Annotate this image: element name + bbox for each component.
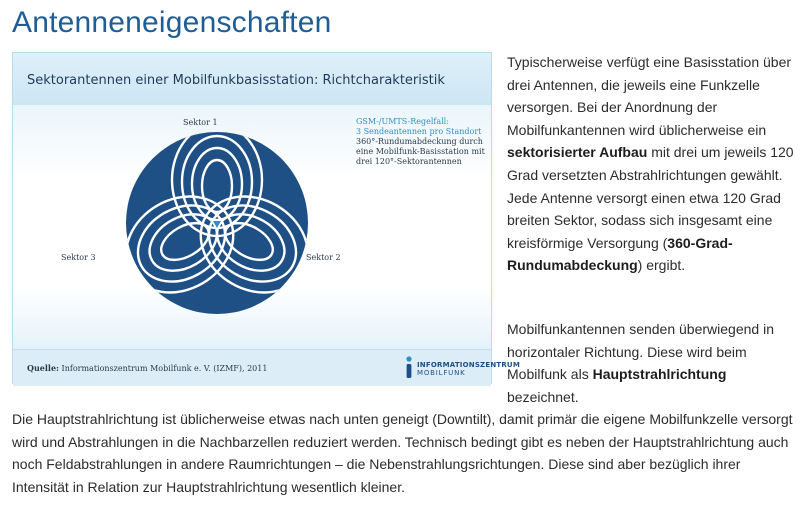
p1-text-e: ) ergibt. bbox=[637, 257, 686, 274]
p2-text-c: bezeichnet. bbox=[507, 388, 579, 405]
note-heading-1: GSM-/UMTS-Regelfall: bbox=[356, 117, 449, 126]
source-label: Quelle: bbox=[27, 363, 59, 373]
source-text: Informationszentrum Mobilfunk e. V. (IZMF), 2011 bbox=[61, 364, 268, 373]
logo-text-top: INFORMATIONSZENTRUM bbox=[417, 361, 520, 369]
page-title: Antenneneigenschaften bbox=[12, 6, 332, 39]
p1-text-c: mit drei um jeweils 120 Grad versetzten Abstrahlrichtungen gewählt. Jede Antenne versorgt einen etwa 120 Grad breiten Sektor, sodass sich insgesamt eine kreisförmige Versorgung ( bbox=[507, 144, 794, 251]
p1-text-a: Typischerweise verfügt eine Basisstation über drei Antennen, die jeweils eine Funkzelle versorgen. Bei der Anordnung der Mobilfunkantennen wird üblicherweise ein bbox=[507, 54, 792, 138]
p2-bold-hauptstrahlrichtung: Hauptstrahlrichtung bbox=[592, 366, 727, 383]
paragraph-main-direction bbox=[507, 318, 797, 408]
sector-1-label: Sektor 1 bbox=[183, 118, 218, 127]
note-line-2: eine Mobilfunk-Basisstation mit bbox=[356, 147, 485, 156]
paragraph-downtilt: Die Hauptstrahlrichtung ist üblicherweise etwas nach unten geneigt (Downtilt), damit primär die eigene Mobilfunkzelle versorgt wird und Abstrahlungen in die Nachbarzellen reduziert werden. Technisch bedingt gibt es neben der Hauptstrahlrichtung auch noch Feldabstrahlungen in andere Raumrichtungen – die Nebenstrahlungsrichtungen. Diese sind aber bezüglich ihrer Intensität in Relation zur Hauptstrahlrichtung wesentlich kleiner. bbox=[12, 411, 793, 495]
logo-text-bottom: MOBILFUNK bbox=[417, 369, 466, 377]
p1-bold-sektorisierter-aufbau: sektorisierter Aufbau bbox=[507, 144, 648, 161]
antenna-figure bbox=[12, 52, 520, 384]
p2-text-a: Mobilfunkantennen senden überwiegend in horizontaler Richtung. Diese wird beim Mobilfunk als bbox=[507, 321, 774, 383]
sector-3-label: Sektor 3 bbox=[61, 253, 96, 262]
note-line-3: drei 120°-Sektorantennen bbox=[356, 157, 462, 166]
figure-note bbox=[356, 117, 485, 167]
figure-source bbox=[27, 363, 267, 373]
radiation-pattern-diagram bbox=[125, 131, 309, 315]
note-line-1: 360°-Rundumabdeckung durch bbox=[356, 137, 483, 146]
p1-bold-rundumabdeckung: 360-Grad-Rundumabdeckung bbox=[507, 234, 733, 274]
logo-mark-icon bbox=[403, 355, 415, 379]
sector-2-label: Sektor 2 bbox=[306, 253, 341, 262]
izmf-logo bbox=[403, 354, 520, 380]
figure-title: Sektorantennen einer Mobilfunkbasisstation: Richtcharakteristik bbox=[27, 73, 445, 88]
note-heading-2: 3 Sendeantennen pro Standort bbox=[356, 127, 482, 136]
paragraph-sector-setup bbox=[507, 51, 797, 277]
